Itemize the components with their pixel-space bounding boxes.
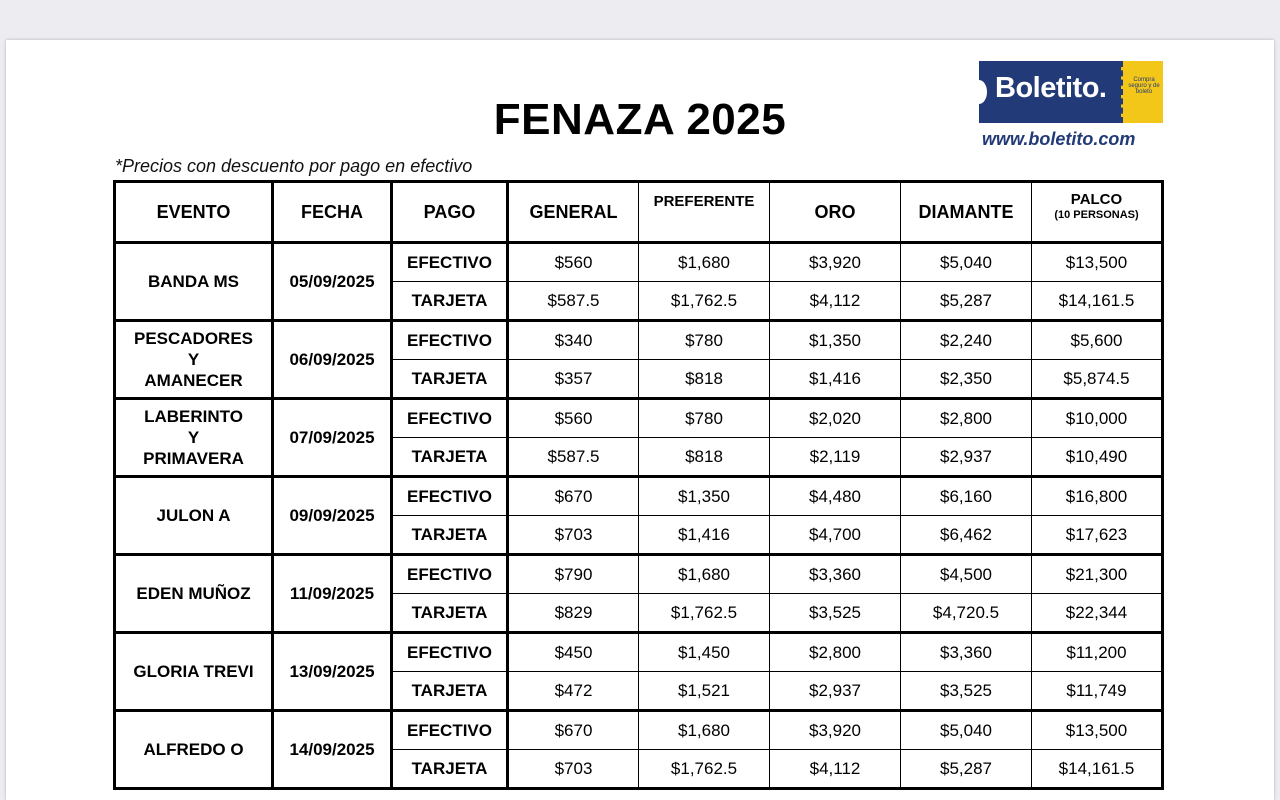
cell-pago: TARJETA xyxy=(392,438,508,477)
cell-price-diamante: $5,040 xyxy=(901,243,1032,282)
cell-price-palco: $5,874.5 xyxy=(1032,360,1163,399)
cell-pago: TARJETA xyxy=(392,516,508,555)
cell-price-palco: $13,500 xyxy=(1032,711,1163,750)
table-body xyxy=(115,243,1163,789)
header-preferente: PREFERENTE xyxy=(639,182,770,243)
evento-name-line: JULON A xyxy=(156,506,231,525)
cell-fecha: 11/09/2025 xyxy=(273,555,392,633)
cell-price-general: $587.5 xyxy=(508,438,639,477)
cell-price-palco: $17,623 xyxy=(1032,516,1163,555)
cell-price-palco: $13,500 xyxy=(1032,243,1163,282)
cell-price-oro: $2,937 xyxy=(770,672,901,711)
cell-price-diamante: $3,525 xyxy=(901,672,1032,711)
cell-price-preferente: $1,416 xyxy=(639,516,770,555)
table-row xyxy=(115,399,1163,438)
cell-price-palco: $11,749 xyxy=(1032,672,1163,711)
cell-price-general: $450 xyxy=(508,633,639,672)
cell-price-diamante: $3,360 xyxy=(901,633,1032,672)
cell-price-general: $829 xyxy=(508,594,639,633)
evento-name-line: EDEN MUÑOZ xyxy=(136,584,251,603)
evento-name-line: AMANECER xyxy=(144,371,243,390)
cell-fecha: 09/09/2025 xyxy=(273,477,392,555)
cell-fecha: 13/09/2025 xyxy=(273,633,392,711)
cell-price-oro: $3,525 xyxy=(770,594,901,633)
evento-name-line: BANDA MS xyxy=(148,272,239,291)
table-row xyxy=(115,321,1163,360)
cell-pago: EFECTIVO xyxy=(392,477,508,516)
cell-pago: TARJETA xyxy=(392,594,508,633)
header-diamante: DIAMANTE xyxy=(901,182,1032,243)
header-palco-note: (10 PERSONAS) xyxy=(1054,209,1139,221)
cell-price-palco: $14,161.5 xyxy=(1032,282,1163,321)
cell-price-preferente: $1,680 xyxy=(639,243,770,282)
cell-price-preferente: $780 xyxy=(639,399,770,438)
cell-price-diamante: $5,287 xyxy=(901,750,1032,789)
cell-price-oro: $2,800 xyxy=(770,633,901,672)
header-evento: EVENTO xyxy=(115,182,273,243)
cell-price-palco: $22,344 xyxy=(1032,594,1163,633)
cell-evento xyxy=(115,711,273,789)
evento-name-line: ALFREDO O xyxy=(143,740,244,759)
cell-price-oro: $3,920 xyxy=(770,711,901,750)
cell-price-palco: $5,600 xyxy=(1032,321,1163,360)
page-title: FENAZA 2025 xyxy=(493,95,787,144)
cell-price-preferente: $818 xyxy=(639,360,770,399)
cell-price-preferente: $780 xyxy=(639,321,770,360)
cell-pago: EFECTIVO xyxy=(392,399,508,438)
cell-price-general: $560 xyxy=(508,399,639,438)
cell-price-preferente: $1,521 xyxy=(639,672,770,711)
cell-price-diamante: $6,462 xyxy=(901,516,1032,555)
cell-price-general: $670 xyxy=(508,711,639,750)
header-palco xyxy=(1032,182,1163,243)
cell-evento xyxy=(115,321,273,399)
header-palco-label: PALCO xyxy=(1070,191,1123,208)
cell-price-diamante: $4,720.5 xyxy=(901,594,1032,633)
cell-price-diamante: $6,160 xyxy=(901,477,1032,516)
cell-price-palco: $14,161.5 xyxy=(1032,750,1163,789)
cell-price-general: $790 xyxy=(508,555,639,594)
table-row xyxy=(115,711,1163,750)
cell-price-general: $357 xyxy=(508,360,639,399)
header-general: GENERAL xyxy=(508,182,639,243)
cell-pago: EFECTIVO xyxy=(392,711,508,750)
cell-price-palco: $11,200 xyxy=(1032,633,1163,672)
cell-price-oro: $4,112 xyxy=(770,282,901,321)
cell-price-oro: $2,020 xyxy=(770,399,901,438)
cell-pago: TARJETA xyxy=(392,672,508,711)
cell-evento xyxy=(115,633,273,711)
cell-pago: TARJETA xyxy=(392,282,508,321)
cell-price-oro: $1,350 xyxy=(770,321,901,360)
cell-price-diamante: $5,040 xyxy=(901,711,1032,750)
cell-pago: EFECTIVO xyxy=(392,243,508,282)
table-row xyxy=(115,555,1163,594)
logo-url: www.boletito.com xyxy=(982,129,1136,149)
cell-evento xyxy=(115,243,273,321)
evento-name-line: PESCADORES xyxy=(133,329,254,348)
evento-name-line: Y xyxy=(187,350,200,369)
cell-price-preferente: $1,680 xyxy=(639,555,770,594)
cell-price-preferente: $1,762.5 xyxy=(639,594,770,633)
cell-price-general: $587.5 xyxy=(508,282,639,321)
logo-tagline: Compra seguro y de boleto xyxy=(1128,77,1160,95)
cell-price-general: $670 xyxy=(508,477,639,516)
cell-evento xyxy=(115,399,273,477)
cell-price-general: $560 xyxy=(508,243,639,282)
cell-evento xyxy=(115,477,273,555)
cell-pago: EFECTIVO xyxy=(392,633,508,672)
cell-fecha: 06/09/2025 xyxy=(273,321,392,399)
cell-evento xyxy=(115,555,273,633)
cell-price-preferente: $1,762.5 xyxy=(639,750,770,789)
cell-price-diamante: $5,287 xyxy=(901,282,1032,321)
cell-fecha: 07/09/2025 xyxy=(273,399,392,477)
cell-price-oro: $4,112 xyxy=(770,750,901,789)
cell-price-general: $472 xyxy=(508,672,639,711)
cell-pago: EFECTIVO xyxy=(392,321,508,360)
cell-price-general: $703 xyxy=(508,516,639,555)
cell-price-preferente: $1,762.5 xyxy=(639,282,770,321)
cell-price-preferente: $1,680 xyxy=(639,711,770,750)
cell-price-diamante: $2,937 xyxy=(901,438,1032,477)
header-fecha: FECHA xyxy=(273,182,392,243)
table-row xyxy=(115,243,1163,282)
cell-fecha: 05/09/2025 xyxy=(273,243,392,321)
cell-pago: EFECTIVO xyxy=(392,555,508,594)
discount-note: *Precios con descuento por pago en efectivo xyxy=(115,156,473,176)
evento-name-line: PRIMAVERA xyxy=(143,449,244,468)
cell-price-diamante: $2,800 xyxy=(901,399,1032,438)
cell-price-oro: $3,920 xyxy=(770,243,901,282)
cell-price-oro: $3,360 xyxy=(770,555,901,594)
cell-price-diamante: $2,350 xyxy=(901,360,1032,399)
cell-price-palco: $21,300 xyxy=(1032,555,1163,594)
cell-price-palco: $16,800 xyxy=(1032,477,1163,516)
cell-price-oro: $4,480 xyxy=(770,477,901,516)
header-oro: ORO xyxy=(770,182,901,243)
cell-price-palco: $10,490 xyxy=(1032,438,1163,477)
cell-price-general: $703 xyxy=(508,750,639,789)
table-header-row xyxy=(115,182,1163,243)
price-table xyxy=(113,180,1164,790)
cell-price-general: $340 xyxy=(508,321,639,360)
cell-pago: TARJETA xyxy=(392,360,508,399)
cell-price-preferente: $818 xyxy=(639,438,770,477)
cell-price-oro: $1,416 xyxy=(770,360,901,399)
table-row xyxy=(115,633,1163,672)
cell-fecha: 14/09/2025 xyxy=(273,711,392,789)
header-pago: PAGO xyxy=(392,182,508,243)
evento-name-line: LABERINTO xyxy=(144,407,243,426)
cell-price-diamante: $2,240 xyxy=(901,321,1032,360)
cell-price-oro: $2,119 xyxy=(770,438,901,477)
cell-pago: TARJETA xyxy=(392,750,508,789)
cell-price-diamante: $4,500 xyxy=(901,555,1032,594)
cell-price-preferente: $1,350 xyxy=(639,477,770,516)
logo-brand-name: Boletito. xyxy=(995,72,1107,104)
cell-price-palco: $10,000 xyxy=(1032,399,1163,438)
cell-price-preferente: $1,450 xyxy=(639,633,770,672)
evento-name-line: Y xyxy=(187,428,200,447)
table-row xyxy=(115,477,1163,516)
cell-price-oro: $4,700 xyxy=(770,516,901,555)
evento-name-line: GLORIA TREVI xyxy=(133,662,254,681)
